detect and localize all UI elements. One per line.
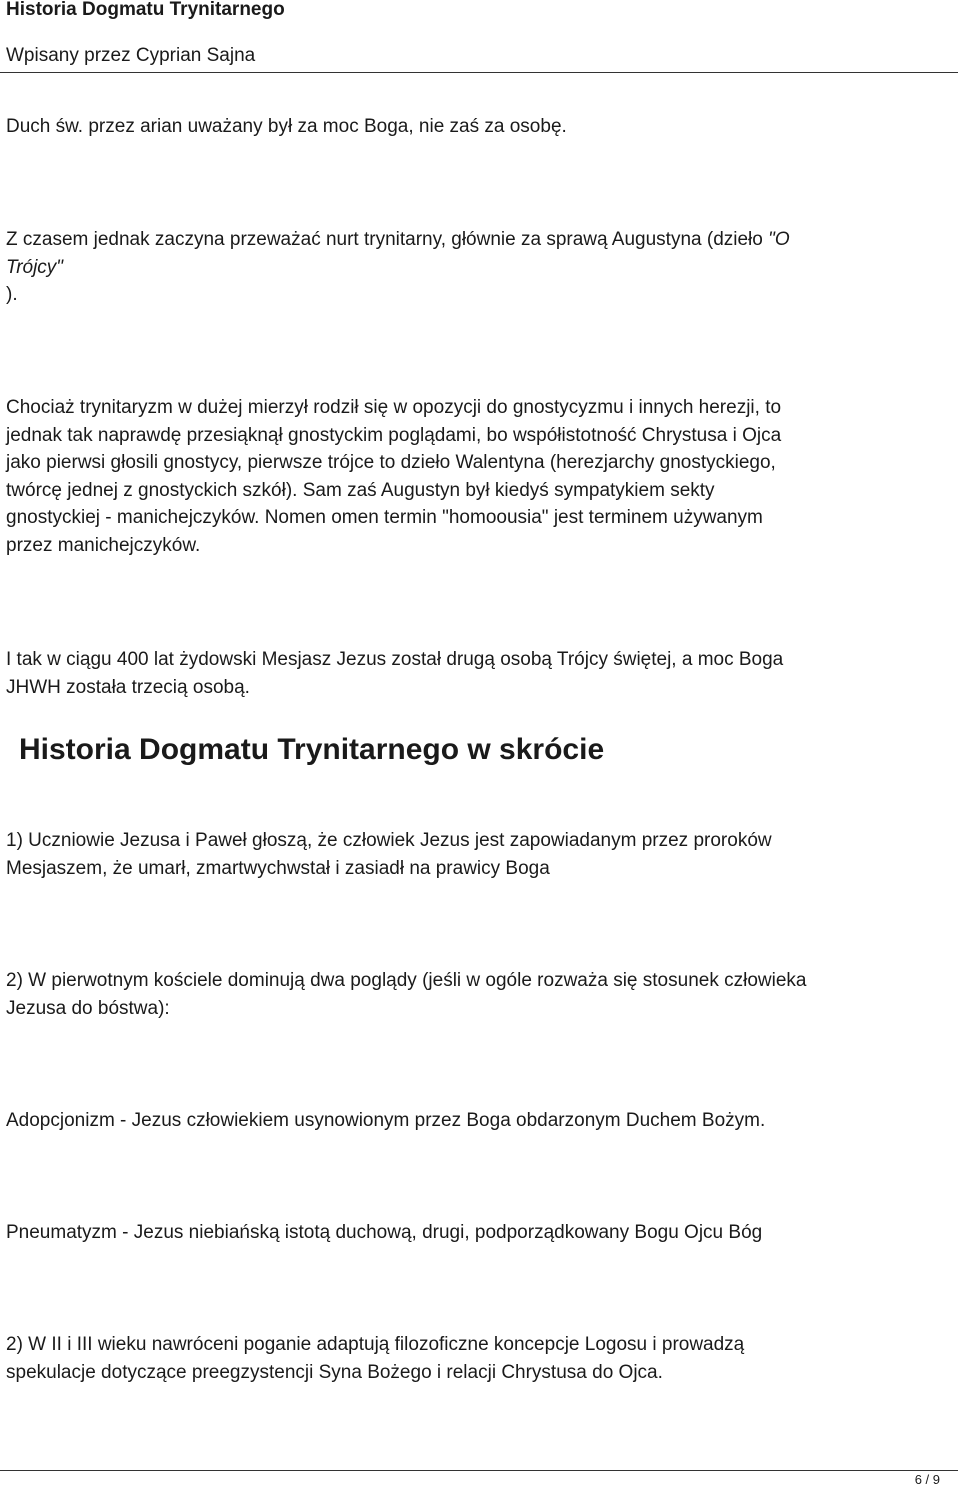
text-line: Pneumatyzm - Jezus niebiańską istotą duchową, drugi, podporządkowany Bogu Ojcu Bóg [6, 1222, 763, 1243]
text-line: Mesjaszem, że umarł, zmartwychwstał i zasiadł na prawicy Boga [6, 857, 550, 879]
paragraph-adoptionism [6, 1107, 765, 1135]
text-line: 1) Uczniowie Jezusa i Paweł głoszą, że człowiek Jezus jest zapowiadanym przez proroków [6, 830, 772, 851]
text-line: gnostyckiej - manichejczyków. Nomen omen termin "homoousia" jest terminem używanym [6, 507, 763, 528]
paragraph-point-1 [6, 827, 772, 882]
text-line: I tak w ciągu 400 lat żydowski Mesjasz Jezus został drugą osobą Trójcy świętej, a moc Boga [6, 649, 784, 670]
text-line: Adopcjonizm - Jezus człowiekiem usynowionym przez Boga obdarzonym Duchem Bożym. [6, 1110, 766, 1131]
paragraph-augustine [6, 226, 790, 309]
text-line: JHWH została trzecią osobą. [6, 676, 250, 698]
section-heading: Historia Dogmatu Trynitarnego w skrócie [19, 733, 605, 766]
paragraph-point-2 [6, 967, 806, 1022]
header-divider [0, 72, 958, 73]
text-line: jako pierwsi głosili gnostycy, pierwsze trójce to dzieło Walentyna (herezjarchy gnostyckiego, [6, 452, 776, 473]
text-line: Duch św. przez arian uważany był za moc Boga, nie zaś za osobę. [6, 116, 567, 137]
text-line: Chociaż trynitaryzm w dużej mierzył rodził się w opozycji do gnostycyzmu i innych herezji, to [6, 397, 782, 418]
text-line: Jezusa do bóstwa): [6, 997, 170, 1019]
text-line: Z czasem jednak zaczyna przeważać nurt trynitarny, głównie za sprawą Augustyna (dzieło [6, 229, 769, 250]
text-line: przez manichejczyków. [6, 534, 201, 556]
paragraph-pneumatism [6, 1219, 762, 1247]
paragraph-holy-spirit [6, 113, 567, 141]
book-title-part: Trójcy" [6, 256, 64, 278]
text-line: 2) W pierwotnym kościele dominują dwa poglądy (jeśli w ogóle rozważa się stosunek człowieka [6, 970, 807, 991]
text-line: 2) W II i III wieku nawróceni poganie adaptują filozoficzne koncepcje Logosu i prowadzą [6, 1334, 745, 1355]
text-line: ). [6, 284, 18, 305]
paragraph-gnosticism [6, 394, 781, 559]
book-title-part: "O [768, 229, 790, 250]
page-number: 6 / 9 [914, 1472, 940, 1487]
author-line: Wpisany przez Cyprian Sajna [6, 45, 256, 66]
footer-divider [0, 1470, 958, 1471]
text-line: twórcę jednej z gnostyckich szkół). Sam zaś Augustyn był kiedyś sympatykiem sekty [6, 479, 715, 501]
paragraph-400-years [6, 646, 783, 701]
text-line: jednak tak naprawdę przesiąknął gnostyckim poglądami, bo współistotność Chrystusa i Ojca [6, 424, 782, 446]
text-line: spekulacje dotyczące preegzystencji Syna Bożego i relacji Chrystusa do Ojca. [6, 1361, 663, 1383]
document-title: Historia Dogmatu Trynitarnego [6, 0, 285, 20]
paragraph-point-2-logos [6, 1331, 744, 1386]
